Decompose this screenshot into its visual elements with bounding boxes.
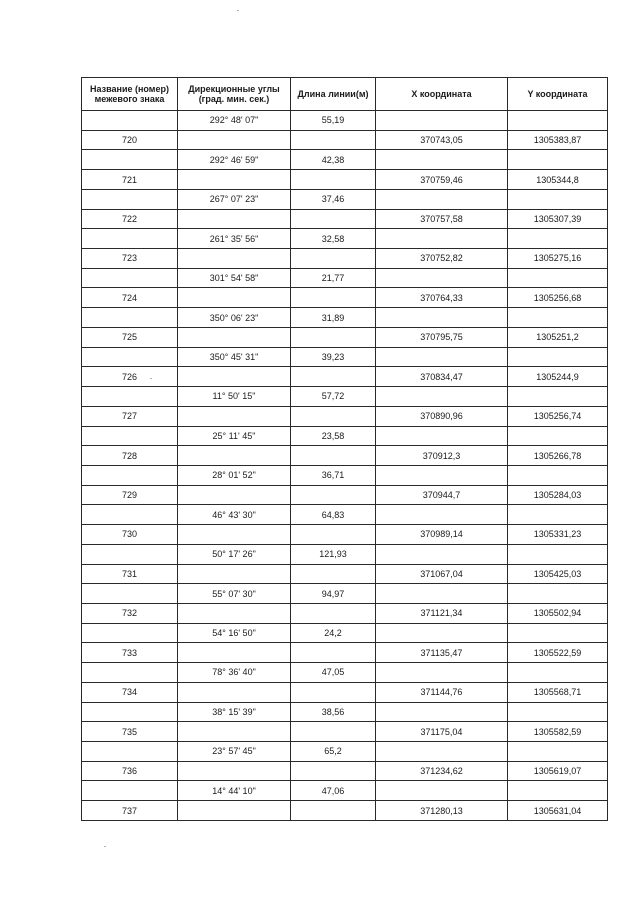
length-cell: 38,56 — [291, 702, 376, 722]
empty-cell — [291, 603, 376, 623]
segment-row — [82, 189, 608, 209]
empty-cell — [82, 387, 178, 407]
angle-cell: 301° 54' 58" — [178, 268, 291, 288]
empty-cell — [508, 426, 608, 446]
empty-cell — [291, 406, 376, 426]
empty-cell — [508, 544, 608, 564]
empty-cell — [508, 150, 608, 170]
empty-cell — [291, 249, 376, 269]
point-row — [82, 643, 608, 663]
empty-cell — [508, 268, 608, 288]
length-cell: 121,93 — [291, 544, 376, 564]
empty-cell — [376, 387, 508, 407]
empty-cell — [291, 564, 376, 584]
empty-cell — [376, 426, 508, 446]
angle-cell: 350° 45' 31" — [178, 347, 291, 367]
point-name-cell: 720 — [82, 130, 178, 150]
empty-cell — [376, 465, 508, 485]
y-coordinate-cell: 1305331,23 — [508, 525, 608, 545]
empty-cell — [508, 465, 608, 485]
angle-cell: 261° 35' 56" — [178, 229, 291, 249]
empty-cell — [82, 189, 178, 209]
length-cell: 39,23 — [291, 347, 376, 367]
boundary-coordinates-table — [81, 77, 608, 821]
empty-cell — [178, 367, 291, 387]
empty-cell — [291, 209, 376, 229]
empty-cell — [178, 327, 291, 347]
empty-cell — [178, 801, 291, 821]
point-name-cell: 732 — [82, 603, 178, 623]
empty-cell — [82, 505, 178, 525]
x-coordinate-cell: 371234,62 — [376, 761, 508, 781]
empty-cell — [178, 643, 291, 663]
empty-cell — [508, 781, 608, 801]
length-cell: 65,2 — [291, 742, 376, 762]
segment-row — [82, 663, 608, 683]
empty-cell — [291, 327, 376, 347]
empty-cell — [508, 742, 608, 762]
empty-cell — [508, 584, 608, 604]
scan-speck — [237, 10, 239, 11]
length-cell: 42,38 — [291, 150, 376, 170]
x-coordinate-cell: 370890,96 — [376, 406, 508, 426]
segment-row — [82, 702, 608, 722]
y-coordinate-cell: 1305522,59 — [508, 643, 608, 663]
empty-cell — [291, 288, 376, 308]
x-coordinate-cell: 371280,13 — [376, 801, 508, 821]
empty-cell — [376, 347, 508, 367]
length-cell: 31,89 — [291, 308, 376, 328]
segment-row — [82, 268, 608, 288]
point-name-cell: 737 — [82, 801, 178, 821]
empty-cell — [178, 525, 291, 545]
empty-cell — [291, 761, 376, 781]
point-name-cell: 728 — [82, 446, 178, 466]
point-row — [82, 682, 608, 702]
y-coordinate-cell: 1305502,94 — [508, 603, 608, 623]
x-coordinate-cell: 370912,3 — [376, 446, 508, 466]
segment-row — [82, 111, 608, 131]
angle-cell: 50° 17' 26" — [178, 544, 291, 564]
empty-cell — [82, 150, 178, 170]
length-cell: 24,2 — [291, 623, 376, 643]
empty-cell — [376, 229, 508, 249]
header-y: Y координата — [508, 78, 608, 111]
empty-cell — [178, 761, 291, 781]
empty-cell — [178, 406, 291, 426]
length-cell: 47,06 — [291, 781, 376, 801]
empty-cell — [376, 505, 508, 525]
empty-cell — [376, 623, 508, 643]
length-cell: 37,46 — [291, 189, 376, 209]
empty-cell — [376, 268, 508, 288]
empty-cell — [376, 584, 508, 604]
angle-cell: 14° 44' 10" — [178, 781, 291, 801]
empty-cell — [178, 722, 291, 742]
point-name-cell: 723 — [82, 249, 178, 269]
x-coordinate-cell: 371067,04 — [376, 564, 508, 584]
empty-cell — [508, 189, 608, 209]
length-cell: 36,71 — [291, 465, 376, 485]
point-row — [82, 525, 608, 545]
point-row — [82, 801, 608, 821]
segment-row — [82, 544, 608, 564]
point-row — [82, 564, 608, 584]
empty-cell — [291, 525, 376, 545]
y-coordinate-cell: 1305256,68 — [508, 288, 608, 308]
point-row — [82, 722, 608, 742]
length-cell: 55,19 — [291, 111, 376, 131]
angle-cell: 350° 06' 23" — [178, 308, 291, 328]
point-row — [82, 485, 608, 505]
empty-cell — [291, 643, 376, 663]
segment-row — [82, 150, 608, 170]
point-name-cell: 734 — [82, 682, 178, 702]
point-name-cell: 735 — [82, 722, 178, 742]
y-coordinate-cell: 1305275,16 — [508, 249, 608, 269]
empty-cell — [508, 308, 608, 328]
x-coordinate-cell: 370759,46 — [376, 170, 508, 190]
empty-cell — [376, 742, 508, 762]
header-x: X координата — [376, 78, 508, 111]
empty-cell — [508, 663, 608, 683]
empty-cell — [508, 387, 608, 407]
y-coordinate-cell: 1305266,78 — [508, 446, 608, 466]
empty-cell — [178, 564, 291, 584]
empty-cell — [82, 111, 178, 131]
y-coordinate-cell: 1305425,03 — [508, 564, 608, 584]
point-row — [82, 249, 608, 269]
empty-cell — [508, 702, 608, 722]
header-angle: Дирекционные углы (град. мин. сек.) — [178, 78, 291, 111]
point-name-cell: 726 — [82, 367, 178, 387]
x-coordinate-cell: 370795,75 — [376, 327, 508, 347]
angle-cell: 292° 46' 59" — [178, 150, 291, 170]
y-coordinate-cell: 1305383,87 — [508, 130, 608, 150]
empty-cell — [291, 485, 376, 505]
segment-row — [82, 584, 608, 604]
empty-cell — [291, 367, 376, 387]
empty-cell — [376, 663, 508, 683]
empty-cell — [291, 446, 376, 466]
length-cell: 21,77 — [291, 268, 376, 288]
angle-cell: 46° 43' 30" — [178, 505, 291, 525]
x-coordinate-cell: 370752,82 — [376, 249, 508, 269]
point-name-cell: 721 — [82, 170, 178, 190]
point-row — [82, 209, 608, 229]
point-name-cell: 730 — [82, 525, 178, 545]
length-cell: 47,05 — [291, 663, 376, 683]
y-coordinate-cell: 1305256,74 — [508, 406, 608, 426]
x-coordinate-cell: 371121,34 — [376, 603, 508, 623]
segment-row — [82, 742, 608, 762]
point-name-cell: 729 — [82, 485, 178, 505]
segment-row — [82, 781, 608, 801]
angle-cell: 23° 57' 45" — [178, 742, 291, 762]
empty-cell — [82, 742, 178, 762]
empty-cell — [178, 130, 291, 150]
point-name-cell: 722 — [82, 209, 178, 229]
empty-cell — [82, 229, 178, 249]
header-length: Длина линии(м) — [291, 78, 376, 111]
point-row — [82, 406, 608, 426]
angle-cell: 11° 50' 15" — [178, 387, 291, 407]
empty-cell — [508, 505, 608, 525]
empty-cell — [376, 189, 508, 209]
x-coordinate-cell: 371144,76 — [376, 682, 508, 702]
angle-cell: 267° 07' 23" — [178, 189, 291, 209]
segment-row — [82, 465, 608, 485]
point-name-cell: 725 — [82, 327, 178, 347]
point-name-cell: 724 — [82, 288, 178, 308]
empty-cell — [508, 111, 608, 131]
table-header-row — [82, 78, 608, 111]
empty-cell — [82, 347, 178, 367]
point-name-cell: 736 — [82, 761, 178, 781]
x-coordinate-cell: 370944,7 — [376, 485, 508, 505]
y-coordinate-cell: 1305307,39 — [508, 209, 608, 229]
empty-cell — [376, 111, 508, 131]
empty-cell — [508, 623, 608, 643]
x-coordinate-cell: 370743,05 — [376, 130, 508, 150]
empty-cell — [376, 702, 508, 722]
empty-cell — [178, 485, 291, 505]
header-name: Название (номер) межевого знака — [82, 78, 178, 111]
x-coordinate-cell: 370834,47 — [376, 367, 508, 387]
empty-cell — [178, 170, 291, 190]
empty-cell — [178, 209, 291, 229]
empty-cell — [376, 544, 508, 564]
empty-cell — [291, 170, 376, 190]
empty-cell — [82, 623, 178, 643]
empty-cell — [178, 249, 291, 269]
length-cell: 23,58 — [291, 426, 376, 446]
point-name-cell: 727 — [82, 406, 178, 426]
angle-cell: 38° 15' 39" — [178, 702, 291, 722]
x-coordinate-cell: 370989,14 — [376, 525, 508, 545]
segment-row — [82, 308, 608, 328]
empty-cell — [178, 288, 291, 308]
x-coordinate-cell: 371175,04 — [376, 722, 508, 742]
table-body — [82, 111, 608, 821]
y-coordinate-cell: 1305284,03 — [508, 485, 608, 505]
empty-cell — [291, 722, 376, 742]
y-coordinate-cell: 1305244,9 — [508, 367, 608, 387]
y-coordinate-cell: 1305631,04 — [508, 801, 608, 821]
empty-cell — [82, 426, 178, 446]
angle-cell: 292° 48' 07" — [178, 111, 291, 131]
empty-cell — [291, 682, 376, 702]
segment-row — [82, 229, 608, 249]
angle-cell: 28° 01' 52" — [178, 465, 291, 485]
point-row — [82, 446, 608, 466]
y-coordinate-cell: 1305251,2 — [508, 327, 608, 347]
point-row — [82, 288, 608, 308]
y-coordinate-cell: 1305568,71 — [508, 682, 608, 702]
empty-cell — [82, 465, 178, 485]
segment-row — [82, 347, 608, 367]
segment-row — [82, 505, 608, 525]
empty-cell — [178, 603, 291, 623]
length-cell: 94,97 — [291, 584, 376, 604]
length-cell: 57,72 — [291, 387, 376, 407]
point-row — [82, 170, 608, 190]
point-name-cell: 731 — [82, 564, 178, 584]
empty-cell — [82, 544, 178, 564]
angle-cell: 54° 16' 50" — [178, 623, 291, 643]
empty-cell — [508, 347, 608, 367]
point-row — [82, 603, 608, 623]
y-coordinate-cell: 1305582,59 — [508, 722, 608, 742]
empty-cell — [82, 308, 178, 328]
empty-cell — [508, 229, 608, 249]
empty-cell — [291, 130, 376, 150]
empty-cell — [376, 308, 508, 328]
scan-speck — [104, 846, 106, 847]
empty-cell — [376, 781, 508, 801]
y-coordinate-cell: 1305619,07 — [508, 761, 608, 781]
angle-cell: 55° 07' 30" — [178, 584, 291, 604]
length-cell: 32,58 — [291, 229, 376, 249]
empty-cell — [82, 663, 178, 683]
point-row — [82, 130, 608, 150]
segment-row — [82, 387, 608, 407]
point-name-cell: 733 — [82, 643, 178, 663]
point-row — [82, 327, 608, 347]
x-coordinate-cell: 370757,58 — [376, 209, 508, 229]
empty-cell — [82, 781, 178, 801]
segment-row — [82, 623, 608, 643]
empty-cell — [82, 584, 178, 604]
angle-cell: 78° 36' 40" — [178, 663, 291, 683]
segment-row — [82, 426, 608, 446]
x-coordinate-cell: 371135,47 — [376, 643, 508, 663]
empty-cell — [291, 801, 376, 821]
angle-cell: 25° 11' 45" — [178, 426, 291, 446]
empty-cell — [178, 682, 291, 702]
empty-cell — [376, 150, 508, 170]
x-coordinate-cell: 370764,33 — [376, 288, 508, 308]
empty-cell — [178, 446, 291, 466]
y-coordinate-cell: 1305344,8 — [508, 170, 608, 190]
point-row — [82, 367, 608, 387]
empty-cell — [82, 702, 178, 722]
length-cell: 64,83 — [291, 505, 376, 525]
empty-cell — [82, 268, 178, 288]
point-row — [82, 761, 608, 781]
